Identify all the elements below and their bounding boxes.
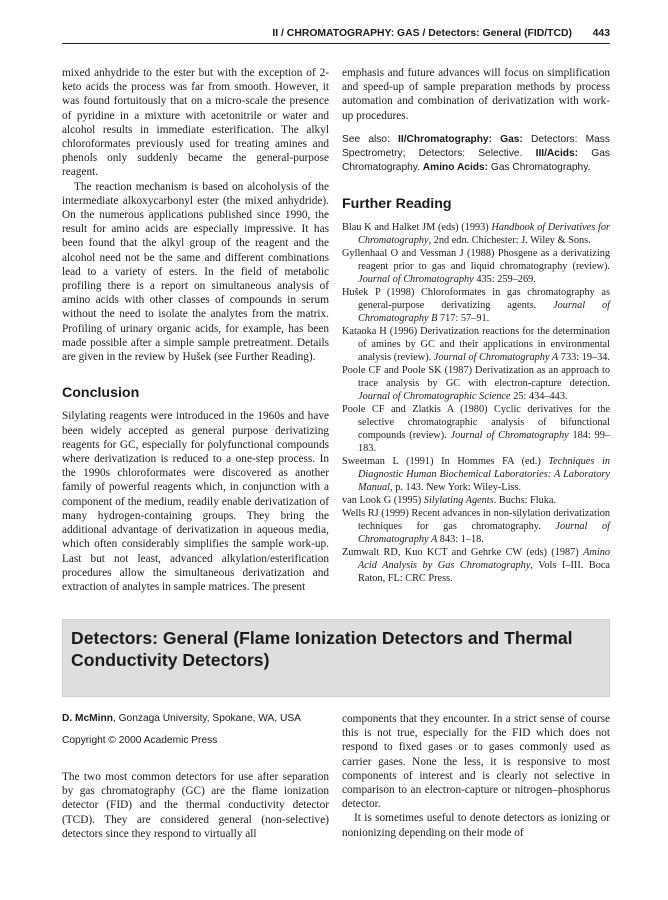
reference: van Look G (1995) Silylating Agents. Buchs: Fluka. xyxy=(342,494,557,506)
author-line xyxy=(62,712,329,726)
article-title: Detectors: General (Flame Ionization Detectors and Thermal Conductivity Detectors) xyxy=(71,628,573,670)
reference: Poole CF and Zlatkis A (1980) Cyclic derivatives for the selective chromatographic analysis of bifunctional compounds (review). Journal of Chromatography 184: 99–183. xyxy=(342,403,610,454)
see-also xyxy=(342,133,610,176)
paragraph: The reaction mechanism is based on alcoholysis of the intermediate alkoxycarbonyl ester (the mixed anhydride). On the numerous applications published since 1990, the result for amino acids are especially impressive. It has been found that the alkyl group of the reagent and the alcohol need not be the same and different combinations lead to a variety of esters. In the field of metabolic profiling there is a report on simultaneous analysis of amino acids with other classes of compounds in serum without the need to isolate the analytes from the matrix. Profiling of urinary organic acids, for example, has been made possible after a simple sample pretreatment. Details are given in the review by Hušek (see Further Reading). xyxy=(62,180,329,364)
reference: Poole CF and Poole SK (1987) Derivatization as an approach to trace analysis by GC with electron-capture detection. Journal of Chromatographic Science 25: 434–443. xyxy=(342,364,610,402)
reference: Kataoka H (1996) Derivatization reactions for the determination of amines by GC and their applications in environmental analysis (review). Journal of Chromatography A 733: 19–34. xyxy=(342,325,610,363)
see-also-label: See also: xyxy=(342,133,390,145)
conclusion-heading: Conclusion xyxy=(62,385,140,402)
article-title-banner xyxy=(62,619,610,697)
page-number: 443 xyxy=(592,28,610,39)
paragraph: mixed anhydride to the ester but with the exception of 2-keto acids the process was far from smooth. However, it was found fortuitously that on a micro-scale the presence of pyridine in a mixture with acetonitrile or water and alcohol results in immediate esterification. The alkyl chloroformates previously used for treating amines and phenols only suddenly became the general-purpose reagent. xyxy=(62,67,329,179)
conclusion-paragraph: Silylating reagents were introduced in the 1960s and have been widely accepted as general purpose derivatizing reagents for GC, especially for polyfunctional compounds where derivatization is reduced to a one-step process. In the 1990s chloroformates were discovered as another family of powerful reagents which, in conjunction with a component of the medium, readily enable derivatization of many hydrogen-containing groups. They bring the additional advantage of derivatization in aqueous media, which often considerably simplifies the sample work-up. Last but not least, advanced alkylation/esterification procedures allow the simultaneous derivatization and extraction of analytes in sample matrices. The present xyxy=(62,410,329,593)
reference: Wells RJ (1999) Recent advances in non-silylation derivatization techniques for gas chromatography. Journal of Chromatography A 843: 1–18. xyxy=(342,507,610,545)
reference: Sweetman L (1991) In Hommes FA (ed.) Techniques in Diagnostic Human Biochemical Laboratories: A Laboratory Manual, p. 143. New York: Wiley-Liss. xyxy=(342,455,610,493)
paragraph: components that they encounter. In a strict sense of course this is not true, especially for the FID which does not respond to fixed gases or to gases commonly used as carrier gases. None the less, it is responsive to most components of interest and is clearly not selective in comparison to an electron-capture or nitrogen–phosphorus detector. xyxy=(342,713,610,811)
running-head: II / CHROMATOGRAPHY: GAS / Detectors: General (FID/TCD) xyxy=(272,28,572,39)
running-header xyxy=(62,28,610,44)
further-reading-heading: Further Reading xyxy=(342,196,452,213)
reference: Blau K and Halket JM (eds) (1993) Handbook of Derivatives for Chromatography, 2nd edn. Chichester: J. Wiley & Sons. xyxy=(342,221,611,246)
author-affiliation: , Gonzaga University, Spokane, WA, USA xyxy=(112,713,301,724)
reference: Hušek P (1998) Chloroformates in gas chromatography as general-purpose derivatizing agents. Journal of Chromatography B 717: 57–91. xyxy=(342,286,610,324)
see-also-link[interactable]: Amino Acids: xyxy=(422,162,489,174)
see-also-link[interactable]: II/Chromatography: Gas: xyxy=(398,133,523,145)
header-rule xyxy=(62,43,610,44)
see-also-text[interactable]: Detectors: Mass Spectrometry; Detectors: Selective. xyxy=(342,133,610,160)
see-also-text[interactable]: Gas Chromatography. xyxy=(490,162,591,174)
paragraph: It is sometimes useful to denote detectors as ionizing or nonionizing depending on their mode of xyxy=(342,812,610,839)
left-column xyxy=(62,66,329,594)
intro-paragraph: The two most common detectors for use after separation by gas chromatography (GC) are the flame ionization detector (FID) and the thermal conductivity detector (TCD). They are considered general (non-selective) detectors since they respond to virtually all xyxy=(62,771,329,840)
right-column xyxy=(342,66,610,585)
reference-list xyxy=(342,221,610,585)
article-left-column xyxy=(62,712,329,841)
paragraph: emphasis and future advances will focus on simplification and speed-up of sample preparation methods by process automation and combination of derivatization with work-up procedures. xyxy=(342,67,610,122)
see-also-text[interactable]: Gas Chromatography. xyxy=(342,148,610,174)
reference: Gyllenhaal O and Vessman J (1988) Phosgene as a derivatizing reagent prior to gas and liquid chromatography (review). Journal of Chromatography 435: 259–269. xyxy=(342,247,610,285)
article-right-column xyxy=(342,712,610,840)
see-also-link[interactable]: III/Acids: xyxy=(535,148,579,160)
copyright: Copyright © 2000 Academic Press xyxy=(62,735,218,746)
reference: Zumwalt RD, Kuo KCT and Gehrke CW (eds) (1987) Amino Acid Analysis by Gas Chromatography, Vols I–III. Boca Raton, FL: CRC Press. xyxy=(342,546,610,584)
author-name: D. McMinn xyxy=(62,713,113,724)
